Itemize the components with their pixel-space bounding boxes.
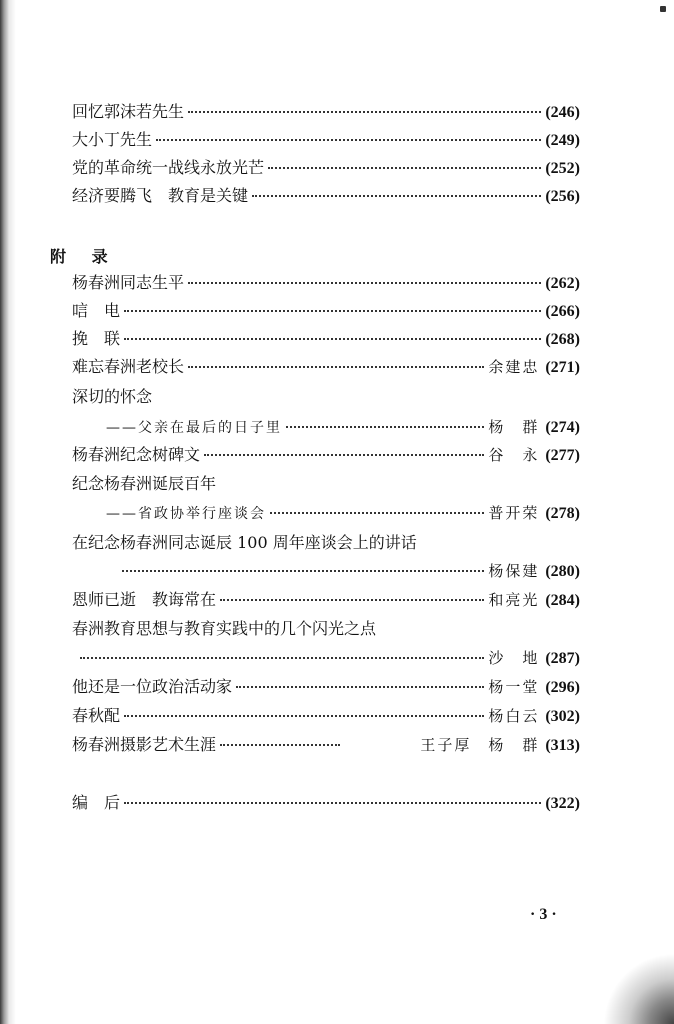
- entry-page: (284): [545, 592, 580, 609]
- entry-page: (322): [545, 795, 580, 812]
- toc-entry: [76, 647, 580, 670]
- entry-page: (252): [545, 160, 580, 177]
- entry-title: 春秋配: [72, 706, 121, 725]
- dot-leader: [124, 337, 541, 340]
- entry-page: (277): [545, 447, 580, 464]
- entry-title: 难忘春洲老校长: [72, 357, 185, 376]
- appendix-heading: 附 录: [50, 247, 118, 266]
- entry-page: (271): [545, 359, 580, 376]
- entry-page: (246): [545, 104, 580, 121]
- entry-title: 党的革命统一战线永放光芒: [72, 158, 265, 177]
- entry-author: 王子厚 杨 群: [420, 736, 540, 754]
- entry-author: 和亮光: [488, 591, 540, 609]
- dot-leader: [268, 166, 541, 169]
- entry-title: 唁 电: [72, 301, 121, 320]
- entry-author: 余建忠: [488, 358, 540, 376]
- toc-entry: [118, 560, 580, 583]
- toc-entry: [106, 416, 580, 439]
- entry-title: 杨春洲纪念树碑文: [72, 445, 201, 464]
- entry-page: (296): [545, 679, 580, 696]
- dot-leader: [124, 714, 484, 717]
- entry-author: 谷 永: [488, 446, 540, 464]
- toc-entry: [72, 589, 580, 612]
- entry-author: 普开荣: [488, 504, 540, 522]
- page-number: · 3 ·: [530, 906, 557, 923]
- entry-page: (268): [545, 331, 580, 348]
- entry-page: (280): [545, 563, 580, 580]
- toc-entry: [72, 444, 580, 467]
- dot-leader: [204, 453, 484, 456]
- entry-title: 回忆郭沫若先生: [72, 102, 185, 121]
- dot-leader: [80, 656, 484, 659]
- toc-entry: [72, 272, 580, 295]
- dot-leader: [188, 365, 484, 368]
- entry-page: (262): [545, 275, 580, 292]
- entry-title: 春洲教育思想与教育实践中的几个闪光之点: [72, 619, 377, 638]
- entry-title: 恩师已逝 教诲常在: [72, 590, 217, 609]
- entry-author: 杨一堂: [488, 678, 540, 696]
- dot-leader: [122, 569, 484, 572]
- dot-leader: [124, 309, 541, 312]
- entry-title: 大小丁先生: [72, 130, 153, 149]
- entry-page: (249): [545, 132, 580, 149]
- dot-leader: [286, 425, 484, 428]
- entry-page: (266): [545, 303, 580, 320]
- entry-title: 挽 联: [72, 329, 121, 348]
- entry-title: 杨春洲摄影艺术生涯: [72, 735, 217, 754]
- toc-entry: [72, 705, 580, 728]
- toc-entry: [72, 356, 580, 379]
- entry-author: 杨保建: [488, 562, 540, 580]
- entry-author: 沙 地: [488, 649, 540, 667]
- toc-entry: [72, 300, 580, 323]
- entry-title: 在纪念杨春洲同志诞辰 100 周年座谈会上的讲话: [72, 533, 417, 552]
- entry-author: 杨 群: [488, 418, 540, 436]
- entry-author: 杨白云: [488, 707, 540, 725]
- dot-leader: [188, 110, 541, 113]
- entry-page: (302): [545, 708, 580, 725]
- toc-entry: [72, 792, 580, 815]
- dot-leader: [220, 598, 484, 601]
- dot-leader: [236, 685, 484, 688]
- entry-subtitle: ——父亲在最后的日子里: [106, 420, 282, 436]
- entry-title: 他还是一位政治活动家: [72, 677, 233, 696]
- entry-page: (256): [545, 188, 580, 205]
- toc-entry: [72, 328, 580, 351]
- toc-entry: [72, 185, 580, 208]
- toc-entry: [72, 676, 580, 699]
- toc-entry: [72, 734, 580, 757]
- entry-title: 经济要腾飞 教育是关键: [72, 186, 249, 205]
- entry-subtitle: ——省政协举行座谈会: [106, 506, 266, 522]
- dot-leader: [270, 511, 484, 514]
- toc-entry: [72, 157, 580, 180]
- entry-page: (278): [545, 505, 580, 522]
- toc-entry: [106, 502, 580, 525]
- entry-title: 深切的怀念: [72, 387, 153, 406]
- dot-leader: [124, 801, 541, 804]
- entry-title: 编 后: [72, 793, 121, 812]
- dot-leader: [188, 281, 541, 284]
- toc-entry: [72, 101, 580, 124]
- dot-leader: [252, 194, 541, 197]
- entry-title: 纪念杨春洲诞辰百年: [72, 474, 217, 493]
- entry-page: (287): [545, 650, 580, 667]
- dot-leader: [156, 138, 541, 141]
- entry-page: (274): [545, 419, 580, 436]
- entry-page: (313): [545, 737, 580, 754]
- toc-entry: [72, 129, 580, 152]
- dot-leader: [220, 743, 340, 746]
- entry-title: 杨春洲同志生平: [72, 273, 185, 292]
